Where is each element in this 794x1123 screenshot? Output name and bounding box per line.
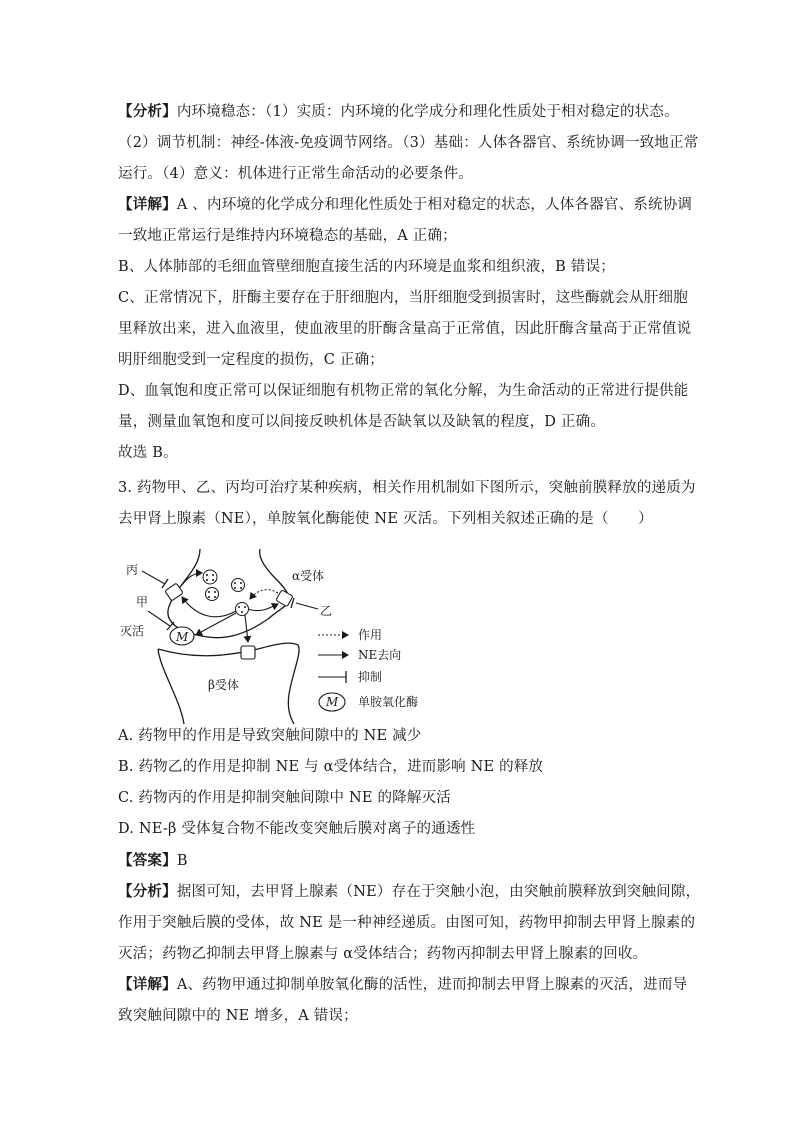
answer-line: 【答案】B	[118, 852, 188, 869]
presynaptic-membrane	[168, 549, 289, 638]
synaptic-vesicle	[232, 579, 245, 592]
option-a: A. 药物甲的作用是导致突触间隙中的 NE 减少	[118, 728, 422, 744]
text-line: B、人体肺部的毛细血管壁细胞直接生活的内环境是血浆和组织液，B 错误；	[118, 259, 615, 275]
postsynaptic-membrane-left	[158, 649, 184, 724]
text-line: 【分析】据图可知，去甲肾上腺素（NE）存在于突触小泡，由突触前膜释放到突触间隙，	[118, 883, 701, 900]
option-d: D. NE-β 受体复合物不能改变突触后膜对离子的通透性	[118, 821, 476, 837]
releasing-vesicle	[236, 603, 249, 616]
alpha-receptor	[276, 590, 293, 607]
option-b: B. 药物乙的作用是抑制 NE 与 α受体结合，进而影响 NE 的释放	[118, 759, 544, 775]
text-line: 明肝细胞受到一定程度的损伤，C 正确；	[118, 352, 385, 368]
legend-enzyme-letter: M	[326, 695, 339, 709]
drug-jia-label: 甲	[136, 595, 149, 609]
synapse-diagram	[118, 549, 448, 724]
drug-bing-inhibit	[142, 571, 165, 584]
text-line: 里释放出来，进入血液里，使血液里的肝酶含量高于正常值，因此肝酶含量高于正常值说	[118, 321, 692, 337]
alpha-receptor-label: α受体	[292, 569, 325, 583]
text-line: 【分析】内环境稳态：（1）实质：内环境的化学成分和理化性质处于相对稳定的状态。	[118, 103, 679, 120]
beta-receptor-label: β受体	[208, 678, 239, 692]
legend	[318, 628, 418, 711]
text-line: 作用于突触后膜的受体，故 NE 是一种神经递质。由图可知，药物甲抑制去甲肾上腺素的	[118, 915, 696, 931]
mao-enzyme-label: M	[176, 630, 189, 644]
option-c: C. 药物丙的作用是抑制突触间隙中 NE 的降解灭活	[118, 790, 451, 806]
text-line: 故选 B。	[118, 445, 178, 461]
legend-item-action: 作用	[358, 628, 383, 642]
inactivation-label: 灭活	[120, 624, 145, 638]
legend-item-inhibit: 抑制	[358, 670, 383, 684]
text-line: D、血氧饱和度正常可以保证细胞有机物正常的氧化分解，为生命活动的正常进行提供能	[118, 383, 689, 399]
drug-jia-inhibit	[148, 611, 170, 626]
question-stem-line: 3. 药物甲、乙、丙均可治疗某种疾病，相关作用机制如下图所示，突触前膜释放的递质为	[118, 480, 696, 496]
text-line: 运行。（4）意义：机体进行正常生命活动的必要条件。	[118, 166, 473, 182]
text-line: 一致地正常运行是维持内环境稳态的基础，A 正确；	[118, 228, 457, 244]
beta-receptor	[241, 646, 255, 659]
text-line: 致突触间隙中的 NE 增多，A 错误；	[118, 1008, 358, 1024]
text-line: 量，测量血氧饱和度可以间接反映机体是否缺氧以及缺氧的程度，D 正确。	[118, 414, 606, 430]
text-line: 【详解】A、药物甲通过抑制单胺氧化酶的活性，进而抑制去甲肾上腺素的灭活，进而导	[118, 976, 688, 993]
drug-bing-label: 丙	[126, 563, 139, 577]
synapse-diagram-svg	[118, 549, 448, 724]
drug-yi-label: 乙	[320, 604, 333, 618]
legend-item-ne-flow: NE去向	[358, 648, 402, 662]
question-stem-line: 去甲肾上腺素（NE），单胺氧化酶能使 NE 灭活。下列相关叙述正确的是（ ）	[118, 511, 653, 527]
drug-yi-inhibit	[296, 603, 318, 609]
transporter-to-vesicle-arrow	[182, 573, 202, 585]
synaptic-vesicle	[206, 588, 219, 601]
ne-to-alpha-arrow	[248, 604, 278, 611]
legend-item-enzyme: 单胺氧化酶	[358, 695, 419, 709]
text-line: （2）调节机制：神经-体液-免疫调节网络。（3）基础：人体各器官、系统协调一致地正常	[118, 135, 699, 151]
ne-to-beta-arrow	[245, 615, 248, 642]
text-line: 灭活；药物乙抑制去甲肾上腺素与 α受体结合；药物丙抑制去甲肾上腺素的回收。	[118, 946, 648, 962]
text-line: C、正常情况下，肝酶主要存在于肝细胞内，当肝细胞受到损害时，这些酶就会从肝细胞	[118, 290, 688, 306]
synaptic-vesicle	[203, 570, 217, 584]
alpha-action-dotted	[250, 590, 278, 599]
text-line: 【详解】A 、内环境的化学成分和理化性质处于相对稳定的状态，人体各器官、系统协调	[118, 196, 693, 213]
